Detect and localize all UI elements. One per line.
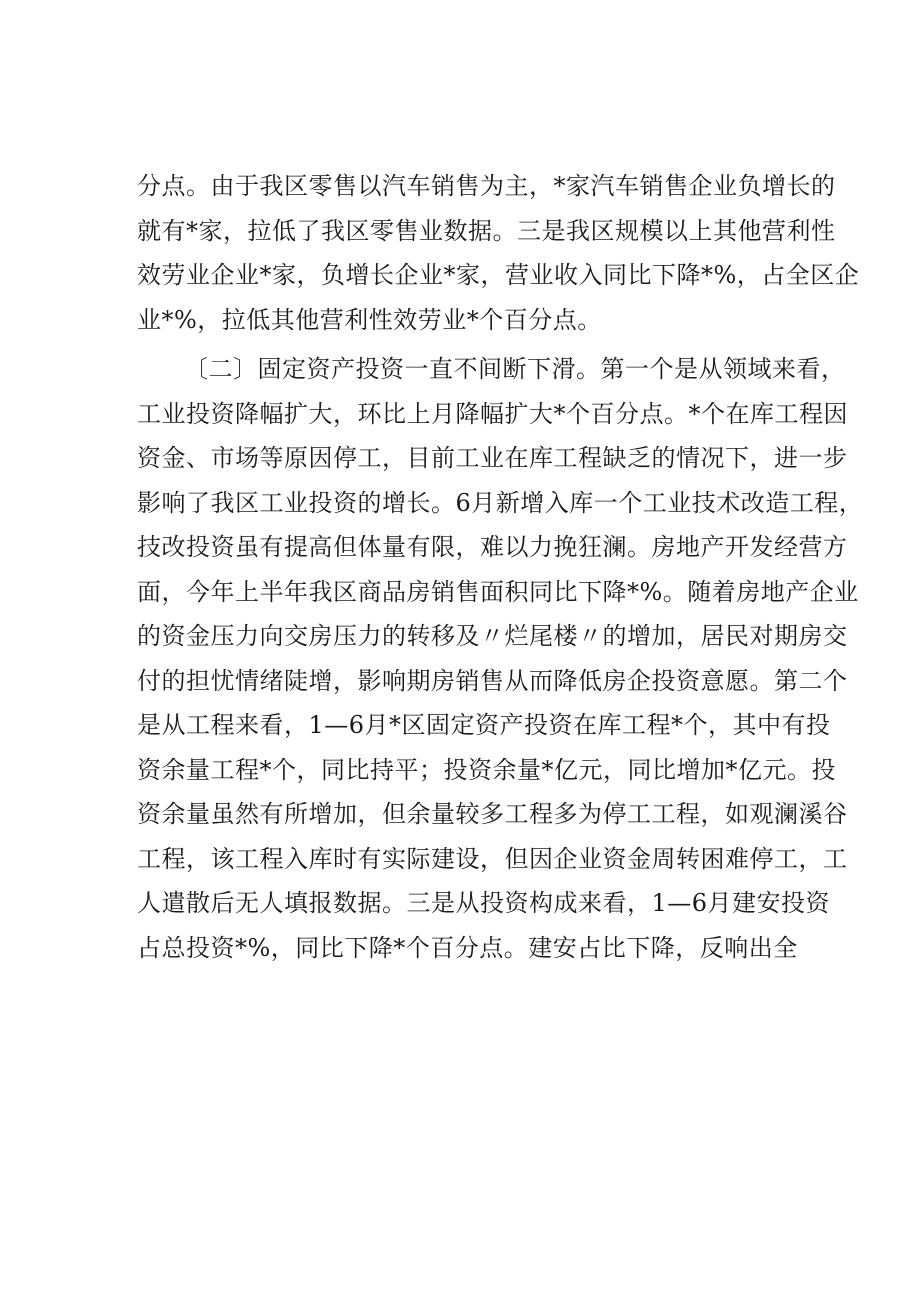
text-line: 分点。由于我区零售以汽车销售为主，*家汽车销售企业负增长的 bbox=[137, 172, 836, 200]
text-line: 就有*家，拉低了我区零售业数据。三是我区规模以上其他营利性 bbox=[137, 216, 836, 245]
text-line: 付的担忧情绪陡增，影响期房销售从而降低房企投资意愿。第二个 bbox=[137, 666, 848, 695]
document-body bbox=[137, 164, 864, 970]
text-line: 工业投资降幅扩大，环比上月降幅扩大*个百分点。*个在库工程因 bbox=[137, 399, 848, 428]
text-line: 资余量工程*个，同比持平；投资余量*亿元，同比增加*亿元。投 bbox=[137, 755, 836, 784]
paragraph-fixed-asset-investment bbox=[137, 347, 864, 970]
section-heading-line: 〔二〕固定资产投资一直不间断下滑。第一个是从领域来看， bbox=[184, 355, 846, 383]
text-line: 效劳业企业*家，负增长企业*家，营业收入同比下降*%，占全区企 bbox=[137, 261, 860, 289]
paragraph-retail bbox=[137, 164, 860, 342]
text-line: 的资金压力向交房压力的转移及〃烂尾楼〃的增加，居民对期房交 bbox=[137, 622, 848, 650]
text-line: 是从工程来看，1—6月*区固定资产投资在库工程*个，其中有投 bbox=[137, 711, 831, 739]
text-line: 资金、市场等原因停工，目前工业在库工程缺乏的情况下，进一步 bbox=[137, 444, 848, 472]
text-line: 面，今年上半年我区商品房销售面积同比下降*%。随着房地产企业 bbox=[137, 577, 859, 606]
text-line: 影响了我区工业投资的增长。6月新增入库一个工业技术改造工程， bbox=[137, 488, 864, 517]
text-line: 资余量虽然有所增加，但余量较多工程多为停工工程，如观澜溪谷 bbox=[137, 800, 848, 828]
text-line: 技改投资虽有提高但体量有限，难以力挽狂澜。房地产开发经营方 bbox=[137, 533, 848, 561]
text-line: 工程，该工程入库时有实际建设，但因企业资金周转困难停工，工 bbox=[137, 844, 848, 873]
text-line: 占总投资*%，同比下降*个百分点。建安占比下降，反响出全 bbox=[137, 933, 798, 962]
text-line: 人遣散后无人填报数据。三是从投资构成来看，1—6月建安投资 bbox=[137, 889, 831, 917]
text-line: 业*%，拉低其他营利性效劳业*个百分点。 bbox=[137, 305, 602, 334]
